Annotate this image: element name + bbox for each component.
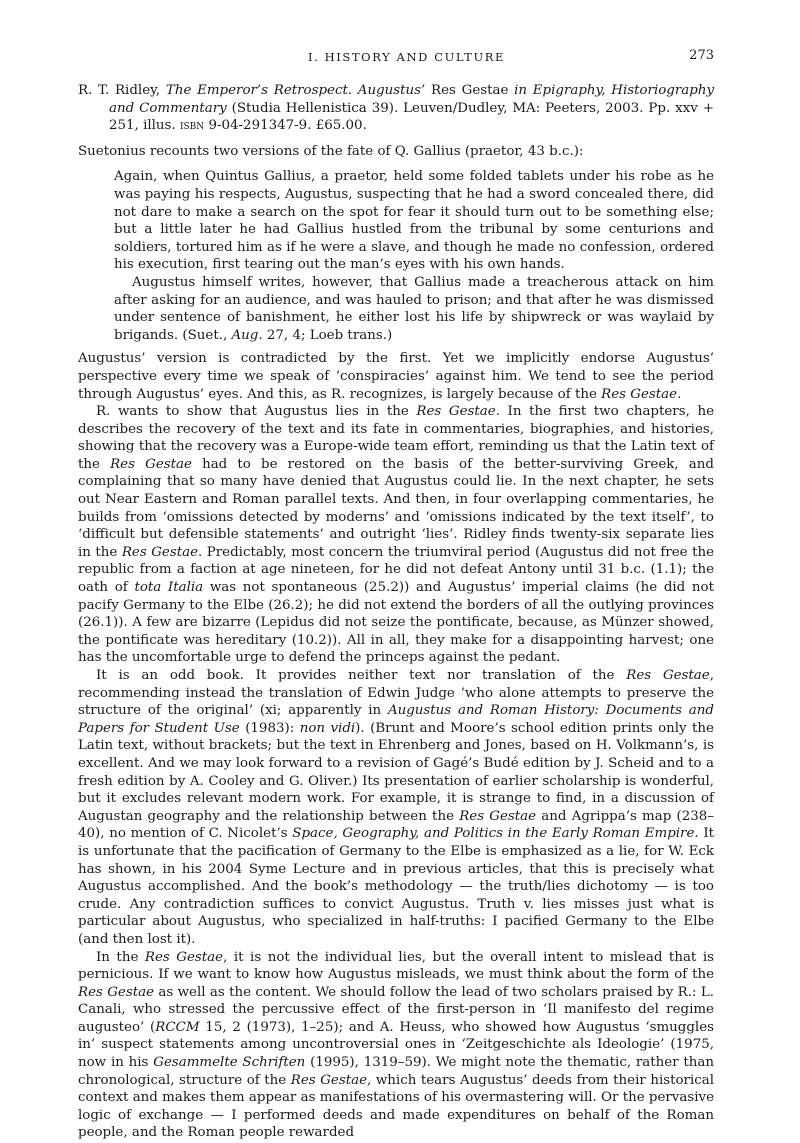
suetonius-quote: [114, 168, 714, 344]
work-title: Res Gestae: [121, 544, 198, 560]
text: .: [677, 386, 682, 402]
page-number: 273: [689, 48, 714, 63]
quote-reference: 27, 4; Loeb trans.): [266, 327, 393, 343]
quote-paragraph-2: [114, 274, 714, 344]
text: (1983):: [245, 720, 295, 736]
latin-phrase: tota Italia: [134, 580, 204, 596]
book-title: Gesammelte Schriften: [153, 1055, 306, 1071]
text: and Agrippa’s map (238–40), no mention of C. Nicolet’s: [78, 808, 714, 842]
book-title: Augustus and Roman History: Documents and Papers for Student Use: [78, 703, 714, 736]
journal-title: RCCM: [155, 1019, 200, 1035]
citation-title-a: The Emperor’s Retrospect. Augustus’: [165, 83, 426, 98]
citation-publisher: Leuven/Dudley, MA: Peeters, 2003. Pp. xxv + 251, illus.: [109, 100, 714, 134]
text: . Predictably, most concern the triumviral period (Augustus did not free the republic from a faction at age nineteen, for he did not defeat Antony until 31 b.c. (1.1); the oath of: [78, 544, 715, 596]
body-paragraph-2: [78, 403, 714, 667]
text: In the: [96, 949, 139, 965]
page: [78, 44, 714, 1142]
text: It is an odd book. It provides neither text nor translation of the: [96, 668, 615, 683]
citation-isbn-price: 9-04-291347-9. £65.00.: [208, 118, 367, 134]
text: , which tears Augustus’ deeds from their historical context and makes them appear as manifestations of his overmastering will. Or the pervasive logic of exchange — I performed deeds and made expenditures on behalf of the Roman people, and the Roman people rewarded: [78, 1072, 714, 1141]
running-head: [78, 44, 714, 66]
work-title: Res Gestae: [459, 808, 537, 824]
text: Augustus’ version is contradicted by the first. Yet we implicitly endorse Augustus’ perspective every time we speak of ‘conspiracies’ against him. We tend to see the period through Augustus’ eyes. And this, as R. recognizes, is largely because of the: [78, 351, 714, 402]
text: R. wants to show that Augustus lies in the: [96, 404, 409, 420]
latin-phrase: non vidi: [299, 720, 356, 736]
book-title: Space, Geography, and Politics in the Early Roman Empire: [292, 826, 695, 842]
body-paragraph-4: [78, 949, 714, 1143]
work-title: Res Gestae: [601, 386, 678, 402]
review-citation: [78, 82, 714, 135]
citation-title-b: Res Gestae: [431, 83, 509, 98]
body-paragraph-3: [78, 667, 714, 949]
text: . It is unfortunate that the pacification of Germany to the Elbe is emphasized as a lie, for W. Eck has shown, in his 2004 Syme Lecture and in previous articles, that this is precisely what Augustus accomplished. And the book’s methodology — the truth/lies dichotomy — is too crude. Any contradiction suffices to convict Augustus. Truth v. lies misses just what is particular about Augustus, who specialized in half-truths: I pacified Germany to the Elbe (and then lost it).: [78, 826, 715, 947]
citation-title-c: in Epigraphy, Historiography and Commentary: [109, 83, 715, 116]
text: , it is not the individual lies, but the overall intent to mislead that is pernicious. If we want to know how Augustus misleads, we must think about the form of the: [78, 949, 714, 983]
review-body: [78, 350, 714, 1142]
text: as well as the content. We should follow the lead of two scholars praised by R.: L. Canali, who stressed the percussive effect of the first-person in ‘Il manifesto del regime augusteo’ (: [78, 984, 714, 1035]
work-title: Res Gestae: [290, 1072, 368, 1088]
work-title: Res Gestae: [416, 404, 496, 420]
citation-author: R. T. Ridley,: [78, 83, 161, 98]
quote-paragraph-1: Again, when Quintus Gallius, a praetor, held some folded tablets under his robe as he was paying his respects, Augustus, suspecting that he had a sword concealed there, did not dare to make a search on the spot for fear it should turn out to be something else; but a little later he had Gallius hustled from the tribunal by some centurions and soldiers, tortured him as if he were a slave, and though he made no confession, ordered his execution, first tearing out the man’s eyes with his own hands.: [114, 169, 714, 273]
intro-paragraph: Suetonius recounts two versions of the fate of Q. Gallius (praetor, 43 b.c.):: [78, 143, 584, 159]
text: was not spontaneous (25.2)) and Augustus’ imperial claims (he did not pacify Germany to the Elbe (26.2); he did not extend the borders of all the outlying provinces (26.1)). A few are bizarre (Lepidus did not seize the pontificate, because, as Münzer showed, the pontificate was hereditary (10.2)). All in all, they make for a disappointing harvest; one has the uncomfortable urge to defend the princeps against the pedant.: [78, 580, 714, 666]
text: had to be restored on the basis of the better-surviving Greek, and complaining that so many have denied that Augustus could lie. In the next chapter, he sets out Near Eastern and Roman parallel texts. And then, in four overlapping commentaries, he builds from ‘omissions detected by moderns’ and ‘omissions indicated by the text itself’, to ‘difficult but defensible statements’ and outright ‘lies’. Ridley finds twenty-six separate lies in the: [78, 456, 714, 560]
text: , recommending instead the translation of Edwin Judge ‘who alone attempts to preserve the structure of the original’ (xi; apparently in: [78, 668, 714, 719]
quote-text: Augustus himself writes, however, that Gallius made a treacherous attack on him after asking for an audience, and was hauled to prison; and that after he was dismissed under sentence of banishment, he either lost his life by shipwreck or was waylaid by brigands. (Suet.,: [114, 274, 714, 343]
citation-isbn-label: isbn: [179, 118, 205, 134]
text: 15, 2 (1973), 1–25); and A. Heuss, who showed how Augustus ‘smuggles in’ suspect statements among uncontroversial ones in ‘Zeitgeschichte als Ideologie’ (1975, now in his: [78, 1019, 714, 1071]
work-title: Res Gestae: [110, 456, 192, 472]
text: (1995), 1319–59). We might note the thematic, rather than chronological, structure of the: [78, 1055, 715, 1088]
work-title: Res Gestae: [144, 949, 224, 965]
body-paragraph-1: [78, 350, 714, 403]
quote-source-title: Aug.: [231, 327, 263, 343]
text: ). (Brunt and Moore’s school edition prints only the Latin text, without brackets; but the text in Ehrenberg and Jones, based on H. Volkmann’s, is excellent. And we may look forward to a revision of Gagé’s Budé edition by J. Scheid and to a fresh edition by A. Cooley and G. Oliver.) Its presentation of earlier scholarship is wonderful, but it excludes relevant modern work. For example, it is strange to find, in a discussion of Augustan geography and the relationship between the: [78, 720, 714, 824]
running-head-section: I. HISTORY AND CULTURE: [308, 50, 506, 64]
work-title: Res Gestae: [626, 668, 710, 683]
work-title: Res Gestae: [78, 984, 155, 1000]
citation-series: (Studia Hellenistica 39).: [231, 100, 399, 116]
text: . In the first two chapters, he describes the recovery of the text and its fate in commentaries, biographies, and histories, showing that the recovery was a Europe-wide team effort, reminding us that the Latin text of the: [78, 404, 714, 472]
